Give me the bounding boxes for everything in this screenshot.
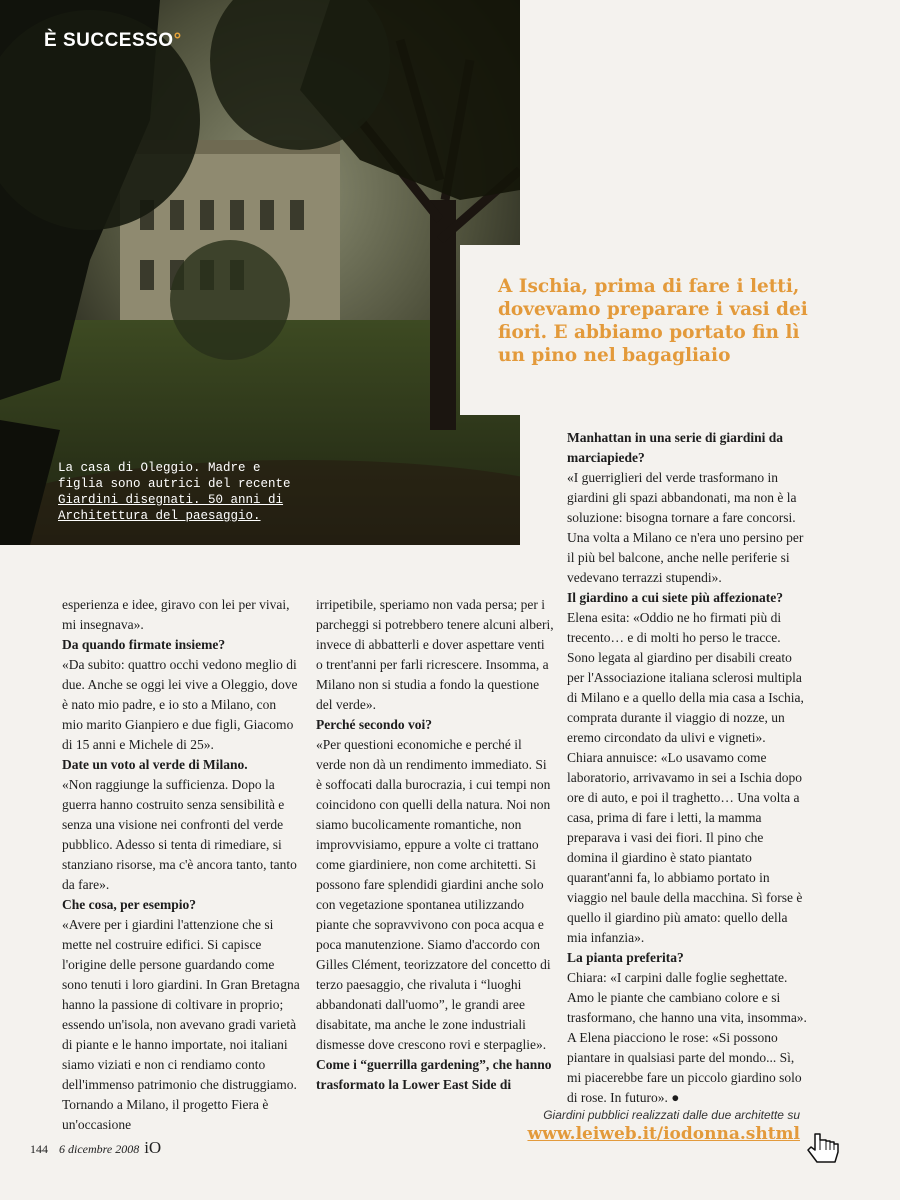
interview-question: Perché secondo voi? xyxy=(316,717,432,732)
photo-caption xyxy=(58,460,298,524)
body-paragraph: irripetibile, speriamo non vada persa; per i parcheggi si potrebbero tenere alcuni alberi, invece di abbatterli e dover aspettare venti o trent'anni per farli ricrescere. Insomma, a Milano non si studia a fondo la questione del verde». xyxy=(316,597,554,712)
page-number: 144 xyxy=(30,1142,48,1156)
caption-line: La casa di Oleggio. Madre e xyxy=(58,461,261,475)
article-column-1 xyxy=(62,595,300,1135)
article-column-3 xyxy=(567,428,807,1108)
body-paragraph: A Elena piacciono le rose: «Si possono piantare in qualsiasi parte del mondo... Sì, mi piacerebbe fare un piccolo giardino solo di rose. In futuro». ● xyxy=(567,1030,802,1105)
interview-question: Come i “guerrilla gardening”, che hanno trasformato la Lower East Side di xyxy=(316,1057,552,1092)
body-paragraph: esperienza e idee, giravo con lei per vivai, mi insegnava». xyxy=(62,597,290,632)
interview-question: Da quando firmate insieme? xyxy=(62,637,226,652)
caption-line: figlia sono autrici del recente xyxy=(58,477,291,491)
page-folio xyxy=(30,1138,161,1158)
body-paragraph: «Avere per i giardini l'attenzione che si mette nel costruire edifici. Si capisce l'origine delle persone guardando come sono tenuti i loro giardini. In Gran Bretagna hanno la passione di coltivare in proprio; essendo un'isola, non avevano gradi varietà di piante e le hanno importate, noi italiani siamo viziati e non ci rendiamo conto dell'immenso patrimonio che distruggiamo. Tornando a Milano, il progetto Fiera è un'occasione xyxy=(62,917,300,1132)
pull-quote: A Ischia, prima di fare i letti, dovevamo preparare i vasi dei fiori. E abbiamo portato fin lì un pino nel bagagliaio xyxy=(498,276,808,366)
footer-note: Giardini pubblici realizzati dalle due architette su xyxy=(543,1108,800,1122)
interview-question: Date un voto al verde di Milano. xyxy=(62,757,248,772)
body-paragraph: Elena esita: «Oddio ne ho firmati più di trecento… e di molti ho perso le tracce. Sono legata al giardino per disabili creato per l'Associazione italiana sclerosi multipla di Milano e a quello della mia casa a Ischia, comprata durante il viaggio di nozze, un eremo circondato da ulivi e vigneti». xyxy=(567,610,804,745)
body-paragraph: «I guerriglieri del verde trasformano in giardini gli spazi abbandonati, ma non è la soluzione: bisogna tornare a fare concorsi. Una volta a Milano ce n'era uno persino per il più bel balcone, anche nelle periferie si vedevano terrazzi stupendi». xyxy=(567,470,804,585)
section-label-text: È SUCCESSO xyxy=(44,30,174,51)
caption-book-title: Architettura del paesaggio. xyxy=(58,509,261,523)
hand-pointer-icon xyxy=(805,1130,843,1168)
interview-question: Il giardino a cui siete più affezionate? xyxy=(567,590,783,605)
article-column-2 xyxy=(316,595,554,1095)
magazine-logo: iO xyxy=(144,1138,162,1157)
interview-question: La pianta preferita? xyxy=(567,950,684,965)
issue-date: 6 dicembre 2008 xyxy=(59,1142,140,1156)
section-label xyxy=(44,30,182,52)
article-photo xyxy=(0,0,520,545)
body-paragraph: Chiara annuisce: «Lo usavamo come laboratorio, arrivavamo in sei a Ischia dopo ore di auto, e poi il traghetto… Una volta a casa, prima di fare i letti, la mamma preparava i vasi dei fiori. Il pino che domina il giardino è stato piantato quarant'anni fa, lo abbiamo portato in viaggio nel baule della macchina. Sì forse è quello il giardino più amato: quello della mia infanzia». xyxy=(567,750,803,945)
body-paragraph: Chiara: «I carpini dalle foglie seghettate. Amo le piante che cambiano colore e si trasformano, che hanno una vita, insomma». xyxy=(567,970,807,1025)
web-link[interactable]: www.leiweb.it/iodonna.shtml xyxy=(527,1124,800,1144)
caption-book-title: Giardini disegnati. 50 anni di xyxy=(58,493,284,507)
body-paragraph: «Non raggiunge la sufficienza. Dopo la guerra hanno costruito senza sensibilità e senza una visione nei confronti del verde pubblico. Adesso si tenta di rimediare, si stanziano risorse, ma c'è ancora tanto, tanto da fare». xyxy=(62,777,297,892)
body-paragraph: «Da subito: quattro occhi vedono meglio di due. Anche se oggi lei vive a Oleggio, dove è nato mio padre, e io sto a Milano, con mio marito Gianpiero e due figli, Giacomo di 15 anni e Michele di 25». xyxy=(62,657,298,752)
section-label-dot: ° xyxy=(173,30,182,51)
interview-question: Che cosa, per esempio? xyxy=(62,897,196,912)
body-paragraph: «Per questioni economiche e perché il verde non dà un rendimento immediato. Si è soffocati dalla burocrazia, i cui tempi non coincidono con quelli della natura. Noi non siamo bucolicamente romantiche, non improvvisiamo, eppure a volte ci trattano come giardiniere, non come architetti. Si possono fare splendidi giardini anche solo con vegetazione spontanea utilizzando piante che sopravvivono con poca acqua e poca manutenzione. Siamo d'accordo con Gilles Clément, teorizzatore del concetto di terzo paesaggio, che rivaluta i “luoghi abbandonati dall'uomo”, le grandi aree disabitate, ma anche le zone industriali dismesse dove crescono rovi e sterpaglie». xyxy=(316,737,551,1052)
interview-question: Manhattan in una serie di giardini da marciapiede? xyxy=(567,430,784,465)
